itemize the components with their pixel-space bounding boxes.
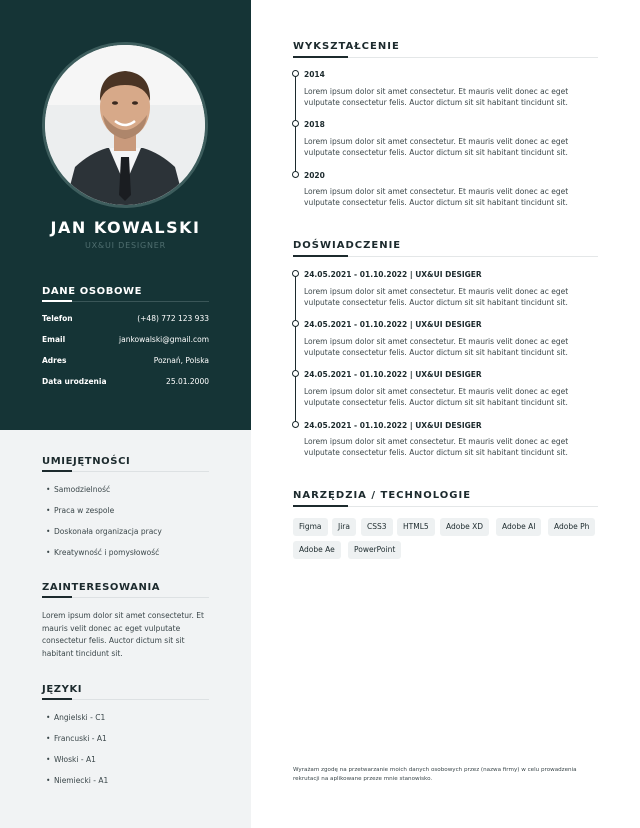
timeline-dot: [292, 320, 299, 327]
experience-period: 24.05.2021 - 01.10.2022 | UX&UI DESIGER: [304, 320, 482, 329]
experience-period: 24.05.2021 - 01.10.2022 | UX&UI DESIGER: [304, 370, 482, 379]
phone-value: (+48) 772 123 933: [137, 314, 209, 323]
tool-tag: Jira: [332, 518, 356, 536]
experience-period: 24.05.2021 - 01.10.2022 | UX&UI DESIGER: [304, 270, 482, 279]
education-description: Lorem ipsum dolor sit amet consectetur. Et mauris velit donec ac eget vulputate consectetur felis. Auctor dictum sit sit habitant tincidunt sit.: [304, 137, 569, 157]
tool-tag: Adobe Ae: [293, 541, 341, 559]
language-item: • Włoski - A1: [46, 755, 96, 764]
tool-tag: Adobe AI: [496, 518, 541, 536]
personal-data-heading: DANE OSOBOWE: [42, 286, 143, 297]
birthdate-value: 25.01.2000: [166, 377, 209, 386]
experience-period: 24.05.2021 - 01.10.2022 | UX&UI DESIGER: [304, 421, 482, 430]
interests-divider: [42, 597, 209, 598]
phone-label: Telefon: [42, 314, 73, 323]
person-role: UX&UI DESIGNER: [85, 241, 166, 250]
education-year: 2018: [304, 120, 325, 129]
tool-tag: Adobe Ph: [548, 518, 595, 536]
experience-heading: DOŚWIADCZENIE: [293, 240, 402, 251]
skills-heading: UMIEJĘTNOŚCI: [42, 456, 131, 467]
education-divider: [293, 57, 598, 58]
interests-text: Lorem ipsum dolor sit amet consectetur. Et mauris velit donec ac eget vulputate consectetur felis. Auctor dictum sit sit habitant tincidunt sit.: [42, 611, 204, 658]
education-heading: WYKSZTAŁCENIE: [293, 41, 400, 52]
languages-heading: JĘZYKI: [42, 684, 83, 695]
tools-heading: NARZĘDZIA / TECHNOLOGIE: [293, 490, 472, 501]
timeline-dot: [292, 120, 299, 127]
tools-divider: [293, 506, 598, 507]
tool-tag: HTML5: [397, 518, 435, 536]
profile-photo: [42, 42, 208, 208]
experience-description: Lorem ipsum dolor sit amet consectetur. Et mauris velit donec ac eget vulputate consectetur felis. Auctor dictum sit sit habitant tincidunt sit.: [304, 287, 569, 307]
address-label: Adres: [42, 356, 67, 365]
timeline-dot: [292, 370, 299, 377]
education-description: Lorem ipsum dolor sit amet consectetur. Et mauris velit donec ac eget vulputate consectetur felis. Auctor dictum sit sit habitant tincidunt sit.: [304, 87, 569, 107]
tool-tag: PowerPoint: [348, 541, 401, 559]
personal-row-phone: [42, 314, 209, 326]
experience-description: Lorem ipsum dolor sit amet consectetur. Et mauris velit donec ac eget vulputate consectetur felis. Auctor dictum sit sit habitant tincidunt sit.: [304, 387, 569, 407]
timeline-dot: [292, 270, 299, 277]
experience-description: Lorem ipsum dolor sit amet consectetur. Et mauris velit donec ac eget vulputate consectetur felis. Auctor dictum sit sit habitant tincidunt sit.: [304, 337, 569, 357]
language-item: • Angielski - C1: [46, 713, 106, 722]
skill-item: • Doskonała organizacja pracy: [46, 527, 162, 536]
tool-tag: Figma: [293, 518, 328, 536]
timeline-dot: [292, 421, 299, 428]
language-item: • Niemiecki - A1: [46, 776, 109, 785]
education-year: 2014: [304, 70, 325, 79]
timeline-dot: [292, 171, 299, 178]
personal-row-email: [42, 335, 209, 347]
personal-row-birthdate: [42, 377, 209, 389]
gdpr-consent-note: Wyrażam zgodę na przetwarzanie moich danych osobowych przez (nazwa firmy) w celu prowadzenia rekrutacji na aplikowane przeze mnie stanowisko.: [293, 767, 577, 782]
education-year: 2020: [304, 171, 325, 180]
tool-tag: CSS3: [361, 518, 393, 536]
email-value: jankowalski@gmail.com: [119, 335, 209, 344]
skill-item: • Praca w zespole: [46, 506, 115, 515]
portrait-image: [45, 45, 205, 205]
languages-divider: [42, 699, 209, 700]
person-name: JAN KOWALSKI: [50, 218, 201, 237]
skill-item: • Samodzielność: [46, 485, 111, 494]
timeline-dot: [292, 70, 299, 77]
personal-data-divider: [42, 301, 209, 302]
education-description: Lorem ipsum dolor sit amet consectetur. Et mauris velit donec ac eget vulputate consectetur felis. Auctor dictum sit sit habitant tincidunt sit.: [304, 187, 569, 207]
skill-item: • Kreatywność i pomysłowość: [46, 548, 160, 557]
email-label: Email: [42, 335, 66, 344]
birthdate-label: Data urodzenia: [42, 377, 107, 386]
language-item: • Francuski - A1: [46, 734, 107, 743]
experience-divider: [293, 256, 598, 257]
skills-divider: [42, 471, 209, 472]
address-value: Poznań, Polska: [153, 356, 209, 365]
tool-tag: Adobe XD: [440, 518, 489, 536]
experience-timeline: [295, 274, 296, 426]
experience-description: Lorem ipsum dolor sit amet consectetur. Et mauris velit donec ac eget vulputate consectetur felis. Auctor dictum sit sit habitant tincidunt sit.: [304, 437, 569, 457]
interests-heading: ZAINTERESOWANIA: [42, 582, 161, 593]
personal-row-address: [42, 356, 209, 368]
